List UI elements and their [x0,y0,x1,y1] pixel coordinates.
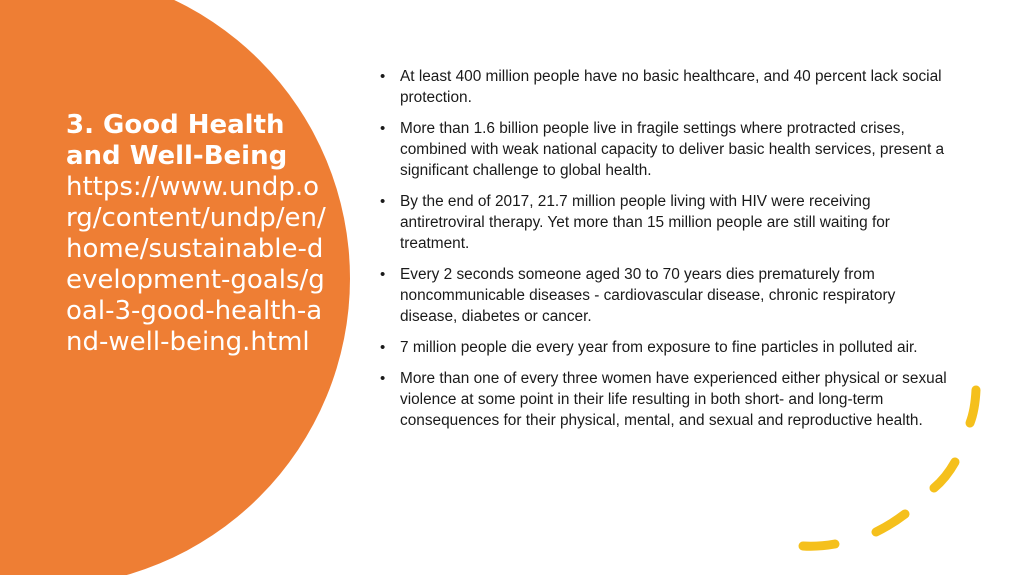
bullet-dot-icon: • [380,193,386,210]
dash-1 [970,390,976,423]
bullet-dot-icon: • [380,370,386,387]
bullet-dot-icon: • [380,68,386,85]
bullet-text: More than 1.6 billion people live in fragile settings where protracted crises, combined with weak national capacity to deliver basic health services, present a significant challenge to global health. [400,120,945,179]
dash-4 [803,544,835,546]
bullet-text: 7 million people die every year from exposure to fine particles in polluted air. [400,339,918,356]
bullet-dot-icon: • [380,266,386,283]
dash-3 [876,514,905,532]
dash-2 [934,462,955,488]
bullet-text: At least 400 million people have no basic healthcare, and 40 percent lack social protection. [400,68,942,106]
bullet-dot-icon: • [380,120,386,137]
title-heading: 3. Good Health and Well-Being [66,110,288,171]
bullet-text: More than one of every three women have experienced either physical or sexual violence at some point in their life resulting in both short- and long-term consequences for their physical, mental, and sexual and reproductive health. [400,370,947,429]
bullet-dot-icon: • [380,339,386,356]
bullet-text: Every 2 seconds someone aged 30 to 70 years dies prematurely from noncommunicable diseases - cardiovascular disease, chronic respiratory disease, diabetes or cancer. [400,266,896,325]
bullet-text: By the end of 2017, 21.7 million people living with HIV were receiving antiretroviral therapy. Yet more than 15 million people are still waiting for treatment. [400,193,890,252]
title-url[interactable]: https://www.undp.org/content/undp/en/home/sustainable-development-goals/goal-3-good-health-and-well-being.html [66,172,326,357]
